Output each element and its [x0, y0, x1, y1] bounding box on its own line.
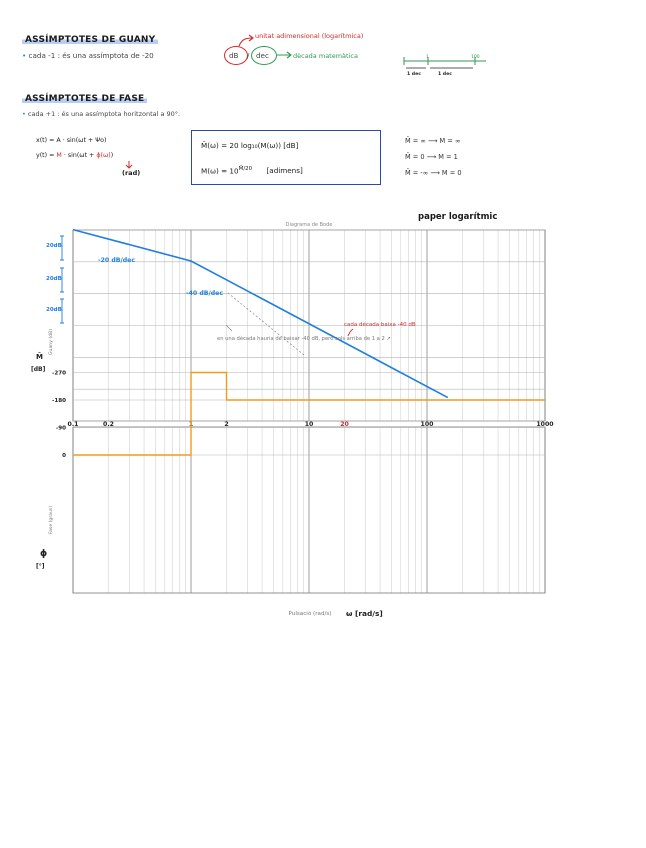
- limit-zero: M̄ = 0 ⟶ M = 1: [405, 153, 458, 161]
- x-tick-label: 0.1: [67, 421, 79, 428]
- gain-grid: [73, 230, 545, 421]
- db-unit: dB: [229, 51, 239, 60]
- x-tick-label: 20: [340, 421, 349, 428]
- gain-tick-1: 20dB: [46, 243, 62, 249]
- ruler-label-1: 1 dec: [407, 72, 421, 77]
- input-signal-equation: x(t) = A · sin(ωt + Ψo): [36, 137, 107, 144]
- phase-asymptote-text: cada +1 : és una assímptota horitzontal a 90°.: [27, 110, 181, 118]
- ruler-tick-100: 100: [471, 55, 480, 60]
- gray-annotation-arrow-icon: [226, 325, 232, 331]
- unit-separator: /: [247, 51, 250, 60]
- ruler-label-2: 1 dec: [438, 72, 452, 77]
- inverse-unit: [adimens]: [266, 166, 303, 176]
- gain-asymptotes-heading: ASSÍMPTOTES DE GUANY: [22, 34, 158, 46]
- inverse-base: M(ω) = 10: [201, 166, 239, 176]
- dec-unit: dec: [256, 51, 269, 60]
- gain-asymptote-text: cada -1 : és una assímptota de -20: [28, 51, 154, 60]
- gain-tick-2: 20dB: [46, 276, 62, 282]
- red-annotation: cada dècada baixa -40 dB: [344, 322, 416, 328]
- decade-note: dècada matemàtica: [293, 52, 358, 60]
- db-formula: M̄(ω) = 20 log₁₀(M(ω)) [dB]: [201, 141, 299, 150]
- ideal-slope-dashed-line: [228, 293, 304, 355]
- phase-tick-label: -270: [52, 370, 66, 377]
- phase-tick-label: -90: [55, 425, 66, 432]
- output-phase: ϕ(ω): [96, 152, 111, 159]
- slope-label-2: -40 dB/dec: [186, 290, 224, 297]
- gray-annotation: en una dècada hauria de baixar -40 dB, però sols arriba de 1 a 2 ↗: [217, 336, 391, 342]
- limit-minus-infinity: M̄ = -∞ ⟶ M = 0: [405, 169, 462, 177]
- x-tick-label: 1: [188, 421, 194, 428]
- output-magnitude: M: [56, 152, 62, 159]
- bullet-icon: •: [22, 51, 27, 60]
- x-tick-label: 0.2: [103, 421, 115, 428]
- bullet-icon: •: [22, 110, 26, 118]
- red-annotation-arrow-icon: [348, 329, 353, 336]
- output-prefix: y(t) =: [36, 152, 57, 159]
- gain-ylabel-hw: M̄: [36, 353, 43, 361]
- rad-note: (rad): [122, 169, 141, 177]
- limit-infinity: M̄ = ∞ ⟶ M = ∞: [405, 137, 461, 145]
- phase-tick-label: -180: [52, 398, 66, 404]
- x-axis-label-hw: ω [rad/s]: [346, 609, 383, 618]
- x-tick-label: 1000: [536, 421, 554, 428]
- gain-ylabel-unit: [dB]: [31, 366, 46, 373]
- gain-ylabel: Guany (dB): [49, 328, 54, 356]
- slope-label-1: -20 dB/dec: [98, 257, 136, 264]
- phase-ylabel-hw: ϕ: [40, 549, 48, 559]
- phase-asymptotes-heading: ASSÍMPTOTES DE FASE: [22, 93, 147, 105]
- paper-label: paper logarítmic: [418, 212, 498, 222]
- phase-axis-ticks: [52, 371, 66, 460]
- dimensionless-note: unitat adimensional (logarítmica): [255, 32, 364, 40]
- phase-tick-label: 0: [62, 453, 66, 459]
- phase-ylabel-unit: [°]: [36, 563, 45, 570]
- x-tick-label: 10: [304, 421, 314, 428]
- output-suffix: ): [110, 152, 114, 159]
- output-mid: · sin(ωt +: [61, 152, 97, 159]
- x-tick-label: 100: [420, 421, 434, 428]
- x-axis-label: Pulsació (rad/s): [288, 611, 332, 617]
- ruler-tick-1: 1: [426, 55, 429, 60]
- gain-tick-3: 20dB: [46, 307, 62, 313]
- phase-ylabel: Fase (graus): [49, 505, 54, 535]
- chart-title: Diagrama de Bode: [285, 222, 333, 228]
- x-tick-label: 2: [224, 421, 229, 428]
- inverse-exponent: M̄/20: [238, 166, 253, 172]
